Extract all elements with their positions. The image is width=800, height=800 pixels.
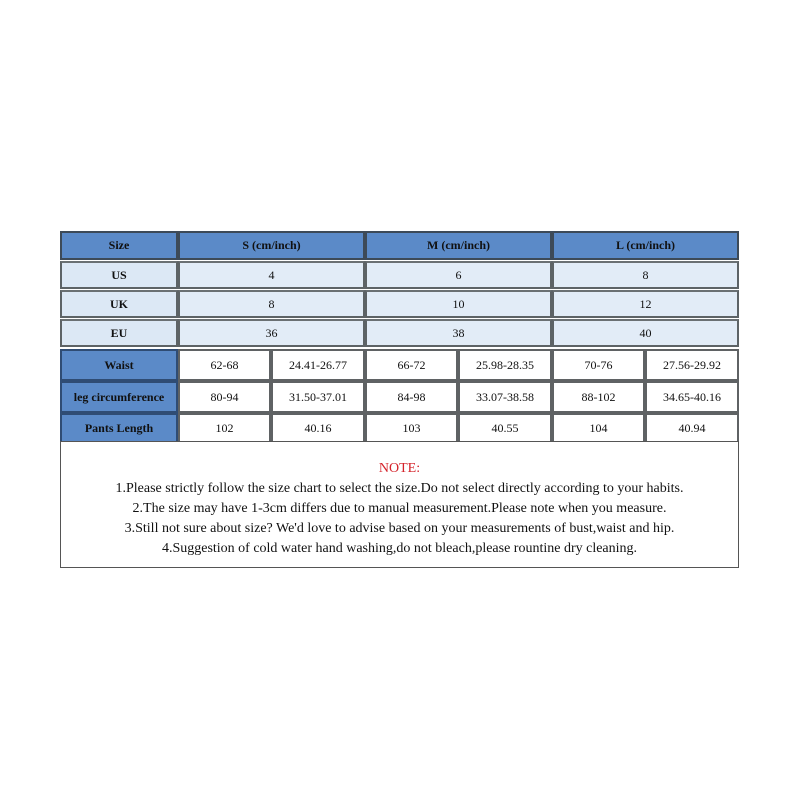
header-size-m: M (cm/inch)	[365, 231, 552, 260]
note-title: NOTE:	[378, 461, 421, 476]
cell-uk-m: 10	[365, 290, 552, 318]
row-pants-length	[60, 413, 739, 444]
cell-length-m-inch: 40.55	[458, 413, 552, 444]
cell-leg-s-inch: 31.50-37.01	[271, 381, 365, 413]
row-label-eu: EU	[60, 319, 178, 347]
row-label-us: US	[60, 261, 178, 289]
row-label-waist: Waist	[60, 349, 178, 381]
cell-eu-m: 38	[365, 319, 552, 347]
cell-us-m: 6	[365, 261, 552, 289]
cell-uk-s: 8	[178, 290, 365, 318]
cell-length-s-inch: 40.16	[271, 413, 365, 444]
cell-length-l-inch: 40.94	[645, 413, 739, 444]
cell-leg-l-cm: 88-102	[552, 381, 645, 413]
row-eu	[60, 319, 739, 347]
cell-length-m-cm: 103	[365, 413, 458, 444]
note-line-1: 1.Please strictly follow the size chart to select the size.Do not select directly according to your habits.	[115, 481, 684, 496]
note-line-3: 3.Still not sure about size? We'd love to advise based on your measurements of bust,waist and hip.	[124, 521, 675, 536]
cell-us-l: 8	[552, 261, 739, 289]
cell-waist-m-inch: 25.98-28.35	[458, 349, 552, 381]
header-size-label: Size	[60, 231, 178, 260]
cell-us-s: 4	[178, 261, 365, 289]
cell-waist-l-inch: 27.56-29.92	[645, 349, 739, 381]
cell-waist-l-cm: 70-76	[552, 349, 645, 381]
header-size-l: L (cm/inch)	[552, 231, 739, 260]
row-label-leg-circumference: leg circumference	[60, 381, 178, 413]
size-chart-table	[60, 231, 739, 444]
cell-eu-l: 40	[552, 319, 739, 347]
note-line-4: 4.Suggestion of cold water hand washing,do not bleach,please rountine dry cleaning.	[161, 541, 638, 556]
row-us	[60, 261, 739, 289]
note-box	[60, 441, 739, 568]
cell-length-l-cm: 104	[552, 413, 645, 444]
cell-leg-s-cm: 80-94	[178, 381, 271, 413]
cell-uk-l: 12	[552, 290, 739, 318]
cell-waist-s-cm: 62-68	[178, 349, 271, 381]
cell-waist-s-inch: 24.41-26.77	[271, 349, 365, 381]
row-uk	[60, 290, 739, 318]
row-waist	[60, 349, 739, 381]
cell-waist-m-cm: 66-72	[365, 349, 458, 381]
row-leg-circumference	[60, 381, 739, 413]
header-row	[60, 231, 739, 260]
cell-leg-l-inch: 34.65-40.16	[645, 381, 739, 413]
cell-eu-s: 36	[178, 319, 365, 347]
note-line-2: 2.The size may have 1-3cm differs due to manual measurement.Please note when you measure.	[132, 501, 667, 516]
cell-length-s-cm: 102	[178, 413, 271, 444]
row-label-uk: UK	[60, 290, 178, 318]
header-size-s: S (cm/inch)	[178, 231, 365, 260]
row-label-pants-length: Pants Length	[60, 413, 178, 444]
cell-leg-m-cm: 84-98	[365, 381, 458, 413]
cell-leg-m-inch: 33.07-38.58	[458, 381, 552, 413]
